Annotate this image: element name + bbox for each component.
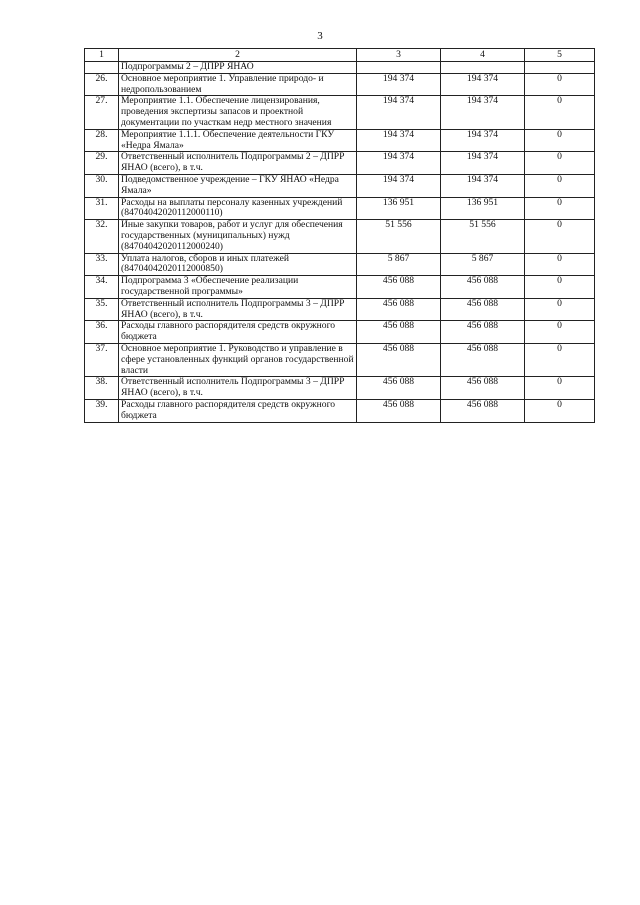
row-value-col3: 194 374 [357, 96, 441, 129]
row-name: Мероприятие 1.1.1. Обеспечение деятельности ГКУ «Недра Ямала» [119, 129, 357, 152]
row-number: 39. [85, 399, 119, 422]
row-value-col4: 194 374 [441, 152, 525, 175]
row-value-col4: 136 951 [441, 197, 525, 220]
table-row [85, 129, 595, 152]
row-number [85, 62, 119, 74]
row-value-col3: 456 088 [357, 321, 441, 344]
row-name: Иные закупки товаров, работ и услуг для обеспечения государственных (муниципальных) нужд (84704042020112000240) [119, 220, 357, 253]
row-value-col3: 456 088 [357, 343, 441, 376]
row-name: Расходы главного распорядителя средств окружного бюджета [119, 321, 357, 344]
row-name: Ответственный исполнитель Подпрограммы 3 – ДПРР ЯНАО (всего), в т.ч. [119, 298, 357, 321]
row-value-col3: 51 556 [357, 220, 441, 253]
row-value-col4: 194 374 [441, 96, 525, 129]
row-number: 37. [85, 343, 119, 376]
row-number: 27. [85, 96, 119, 129]
row-name: Ответственный исполнитель Подпрограммы 2 – ДПРР ЯНАО (всего), в т.ч. [119, 152, 357, 175]
row-value-col4: 456 088 [441, 377, 525, 400]
row-value-col5: 0 [525, 343, 595, 376]
row-value-col3: 194 374 [357, 129, 441, 152]
table-row [85, 220, 595, 253]
row-value-col5: 0 [525, 174, 595, 197]
column-header-1: 1 [85, 49, 119, 62]
column-header-5: 5 [525, 49, 595, 62]
row-value-col5: 0 [525, 399, 595, 422]
row-value-col3: 136 951 [357, 197, 441, 220]
table-row [85, 197, 595, 220]
table-row [85, 73, 595, 96]
row-value-col3: 194 374 [357, 174, 441, 197]
row-name: Подпрограмма 3 «Обеспечение реализации государственной программы» [119, 276, 357, 299]
row-name: Уплата налогов, сборов и иных платежей (84704042020112000850) [119, 253, 357, 276]
row-number: 33. [85, 253, 119, 276]
table-row [85, 399, 595, 422]
row-name: Подпрограммы 2 – ДПРР ЯНАО [119, 62, 357, 74]
row-value-col5: 0 [525, 197, 595, 220]
row-number: 30. [85, 174, 119, 197]
row-value-col5: 0 [525, 220, 595, 253]
row-value-col4: 194 374 [441, 73, 525, 96]
budget-table [84, 48, 595, 423]
table-row [85, 377, 595, 400]
row-value-col3: 194 374 [357, 73, 441, 96]
column-header-3: 3 [357, 49, 441, 62]
row-value-col5: 0 [525, 321, 595, 344]
row-number: 29. [85, 152, 119, 175]
row-value-col4: 194 374 [441, 129, 525, 152]
row-number: 31. [85, 197, 119, 220]
row-value-col3: 456 088 [357, 298, 441, 321]
continuation-row [85, 62, 595, 74]
row-value-col5: 0 [525, 96, 595, 129]
table-row [85, 253, 595, 276]
row-value-col5: 0 [525, 377, 595, 400]
table-row [85, 298, 595, 321]
row-value-col3 [357, 62, 441, 74]
column-header-2: 2 [119, 49, 357, 62]
column-header-4: 4 [441, 49, 525, 62]
row-name: Подведомственное учреждение – ГКУ ЯНАО «Недра Ямала» [119, 174, 357, 197]
row-value-col3: 194 374 [357, 152, 441, 175]
row-value-col4: 456 088 [441, 298, 525, 321]
row-value-col3: 456 088 [357, 377, 441, 400]
row-name: Расходы главного распорядителя средств окружного бюджета [119, 399, 357, 422]
row-value-col4: 456 088 [441, 343, 525, 376]
row-value-col4: 456 088 [441, 399, 525, 422]
page-number: 3 [317, 30, 323, 42]
row-name: Расходы на выплаты персоналу казенных учреждений (84704042020112000110) [119, 197, 357, 220]
table-row [85, 276, 595, 299]
row-number: 34. [85, 276, 119, 299]
row-value-col3: 456 088 [357, 276, 441, 299]
row-value-col4: 51 556 [441, 220, 525, 253]
table-row [85, 96, 595, 129]
row-value-col5: 0 [525, 276, 595, 299]
row-value-col4 [441, 62, 525, 74]
row-name: Ответственный исполнитель Подпрограммы 3 – ДПРР ЯНАО (всего), в т.ч. [119, 377, 357, 400]
row-name: Основное мероприятие 1. Руководство и управление в сфере установленных функций органов государственной власти [119, 343, 357, 376]
row-name: Основное мероприятие 1. Управление природо- и недропользованием [119, 73, 357, 96]
row-value-col5: 0 [525, 73, 595, 96]
row-number: 26. [85, 73, 119, 96]
row-value-col5: 0 [525, 152, 595, 175]
row-value-col5: 0 [525, 129, 595, 152]
table-row [85, 152, 595, 175]
row-value-col4: 5 867 [441, 253, 525, 276]
row-value-col5 [525, 62, 595, 74]
row-number: 36. [85, 321, 119, 344]
row-number: 32. [85, 220, 119, 253]
row-value-col3: 456 088 [357, 399, 441, 422]
row-value-col4: 194 374 [441, 174, 525, 197]
row-number: 38. [85, 377, 119, 400]
table-row [85, 343, 595, 376]
row-value-col5: 0 [525, 298, 595, 321]
row-value-col4: 456 088 [441, 321, 525, 344]
table-row [85, 174, 595, 197]
table-header-row [85, 49, 595, 62]
table-row [85, 321, 595, 344]
row-value-col4: 456 088 [441, 276, 525, 299]
row-value-col5: 0 [525, 253, 595, 276]
row-name: Мероприятие 1.1. Обеспечение лицензирования, проведения экспертизы запасов и проектной документации по участкам недр местного значения [119, 96, 357, 129]
row-value-col3: 5 867 [357, 253, 441, 276]
row-number: 28. [85, 129, 119, 152]
row-number: 35. [85, 298, 119, 321]
